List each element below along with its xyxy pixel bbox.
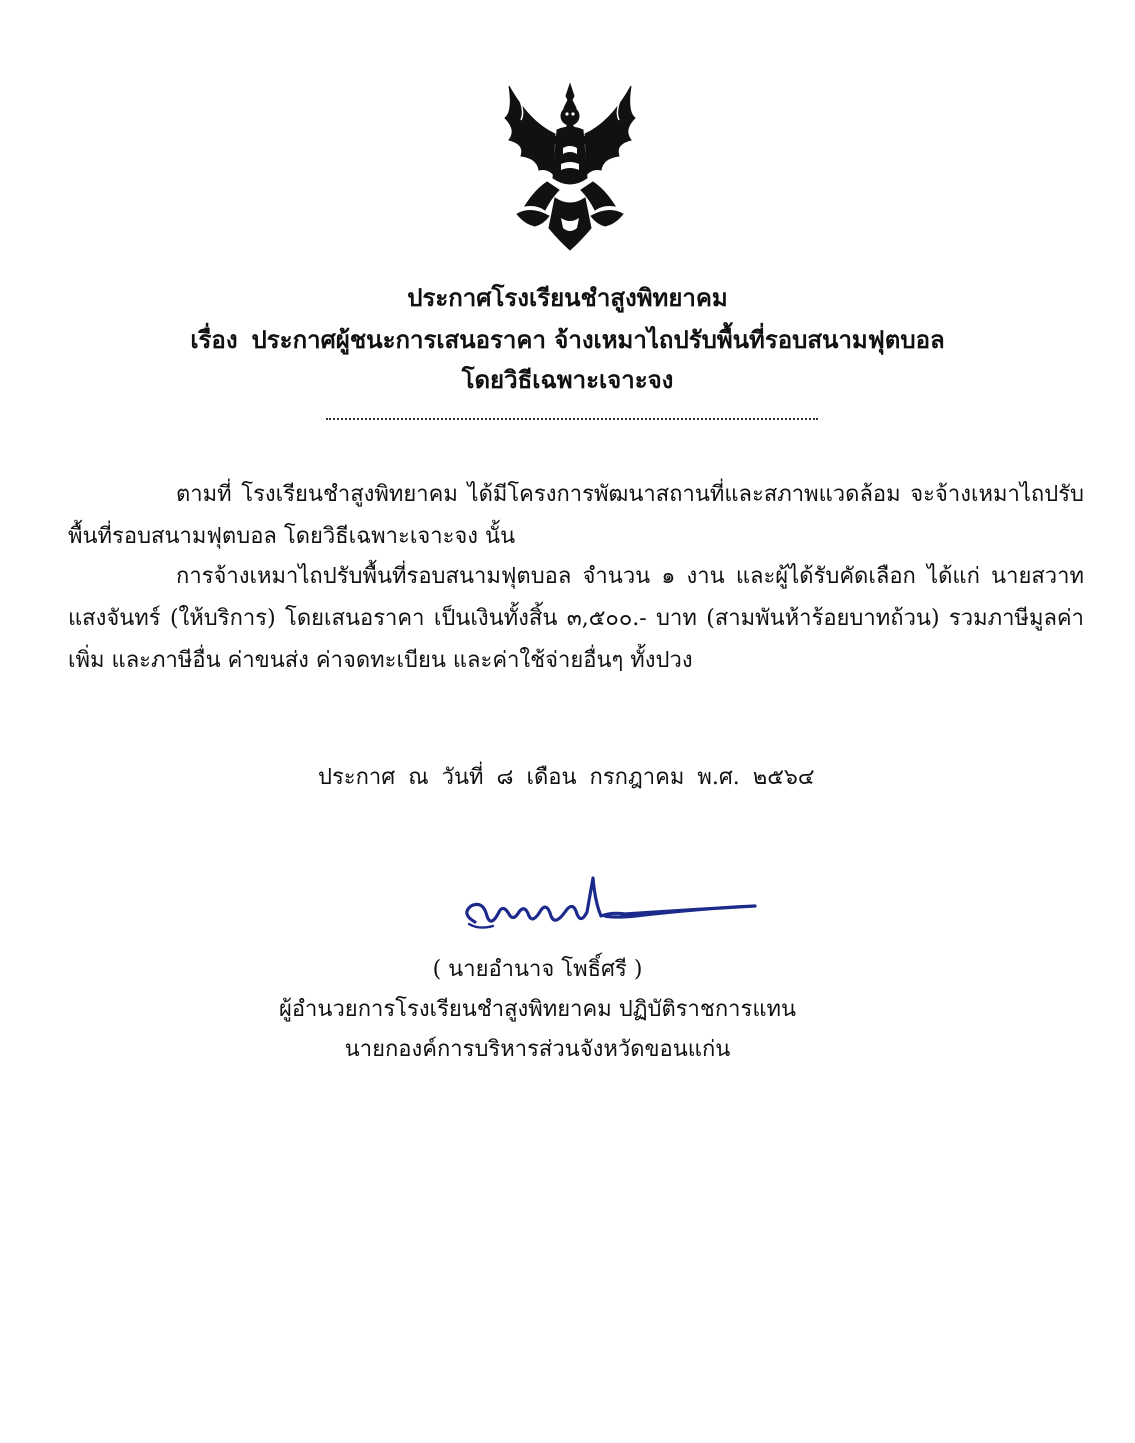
announcement-subject bbox=[0, 322, 1135, 358]
procurement-method: โดยวิธีเฉพาะเจาะจง bbox=[461, 365, 674, 394]
announcement-title: ประกาศโรงเรียนชำสูงพิทยาคม bbox=[407, 283, 728, 312]
body-paragraph-1: ตามที่ โรงเรียนชำสูงพิทยาคม ได้มีโครงการพัฒนาสถานที่และสภาพแวดล้อม จะจ้างเหมาไถปรับพื้นที่รอบสนามฟุตบอล โดยวิธีเฉพาะเจาะจง นั้น bbox=[68, 482, 1084, 549]
body-paragraph-2: การจ้างเหมาไถปรับพื้นที่รอบสนามฟุตบอล จำนวน ๑ งาน และผู้ได้รับคัดเลือก ได้แก่ นายสวาท แสงจันทร์ (ให้บริการ) โดยเสนอราคา เป็นเงินทั้งสิ้น ๓,๕๐๐.- บาท (สามพันห้าร้อยบาทถ้วน) รวมภาษีมูลค่าเพิ่ม และภาษีอื่น ค่าขนส่ง ค่าจดทะเบียน และค่าใช้จ่ายอื่นๆ ทั้งปวง bbox=[68, 564, 1084, 673]
subject-label: เรื่อง bbox=[190, 325, 238, 354]
signer-name: ( นายอำนาจ โพธิ์ศรี ) bbox=[432, 957, 643, 982]
dotted-divider bbox=[326, 408, 818, 420]
handwritten-signature-icon bbox=[455, 872, 765, 942]
garuda-emblem-icon bbox=[495, 78, 645, 256]
announcement-date: ประกาศ ณ วันที่ ๘ เดือน กรกฎาคม พ.ศ. ๒๕๖๔ bbox=[318, 765, 815, 790]
subject-text: ประกาศผู้ชนะการเสนอราคา จ้างเหมาไถปรับพื้นที่รอบสนามฟุตบอล bbox=[251, 325, 945, 354]
signer-position: ผู้อำนวยการโรงเรียนชำสูงพิทยาคม ปฏิบัติราชการแทน bbox=[278, 997, 797, 1022]
signer-acting-for: นายกองค์การบริหารส่วนจังหวัดขอนแก่น bbox=[344, 1037, 731, 1062]
